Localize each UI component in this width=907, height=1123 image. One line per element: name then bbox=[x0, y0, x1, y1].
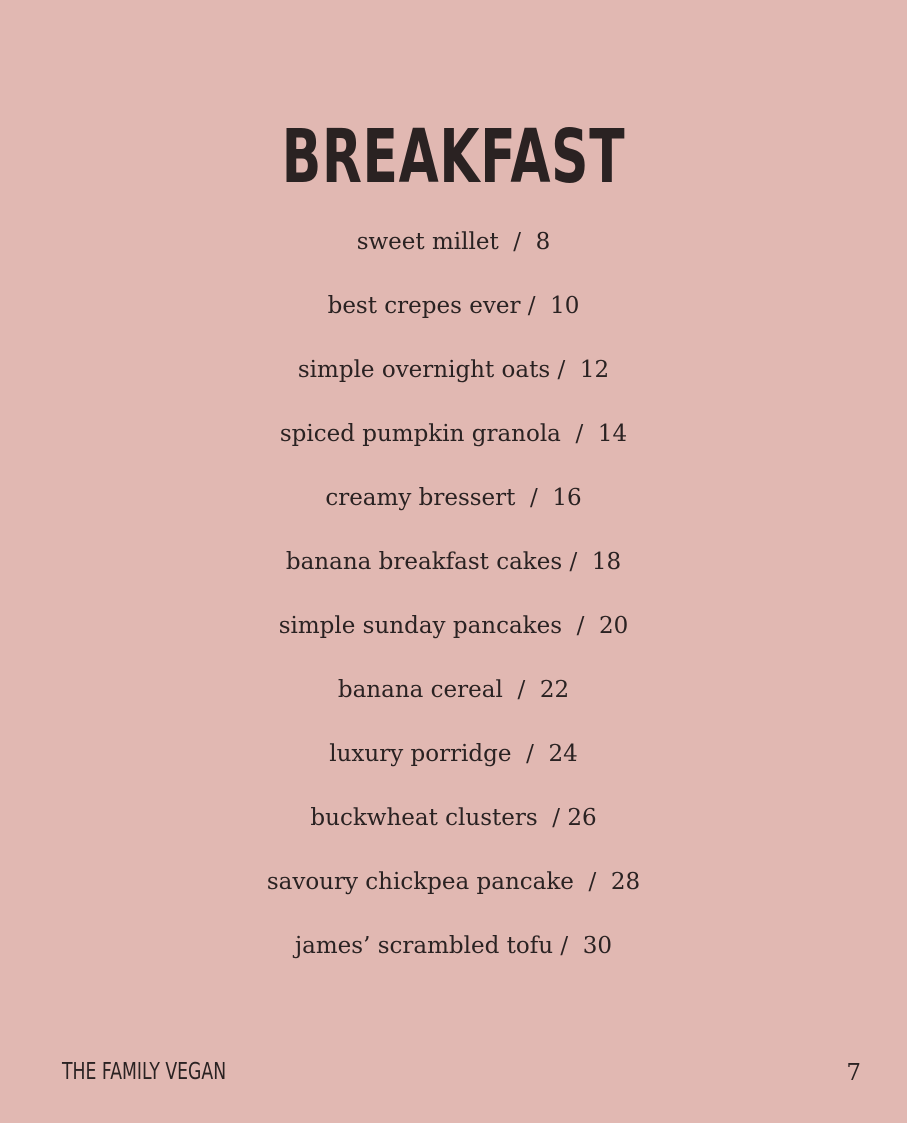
contents-item-creamy-bressert: creamy bressert / 16 bbox=[325, 485, 582, 511]
contents-item-buckwheat-clusters: buckwheat clusters / 26 bbox=[310, 805, 597, 831]
footer-book-title: THE FAMILY VEGAN bbox=[62, 1059, 227, 1085]
contents-item-banana-breakfast-cakes: banana breakfast cakes / 18 bbox=[285, 549, 622, 575]
contents-item-sweet-millet: sweet millet / 8 bbox=[356, 229, 551, 255]
contents-item-luxury-porridge: luxury porridge / 24 bbox=[329, 741, 578, 767]
contents-item-best-crepes-ever: best crepes ever / 10 bbox=[327, 293, 580, 319]
contents-item-simple-overnight-oats: simple overnight oats / 12 bbox=[297, 357, 610, 383]
page-title: BREAKFAST bbox=[281, 114, 626, 200]
contents-item-savoury-chickpea-pancake: savoury chickpea pancake / 28 bbox=[266, 869, 641, 895]
contents-item-simple-sunday-pancakes: simple sunday pancakes / 20 bbox=[278, 613, 629, 639]
contents-item-spiced-pumpkin-granola: spiced pumpkin granola / 14 bbox=[279, 421, 628, 447]
contents-item-james-scrambled-tofu: james’ scrambled tofu / 30 bbox=[295, 933, 612, 959]
contents-item-banana-cereal: banana cereal / 22 bbox=[337, 677, 570, 703]
breakfast-contents-list bbox=[0, 222, 907, 990]
page-number: 7 bbox=[846, 1060, 861, 1086]
